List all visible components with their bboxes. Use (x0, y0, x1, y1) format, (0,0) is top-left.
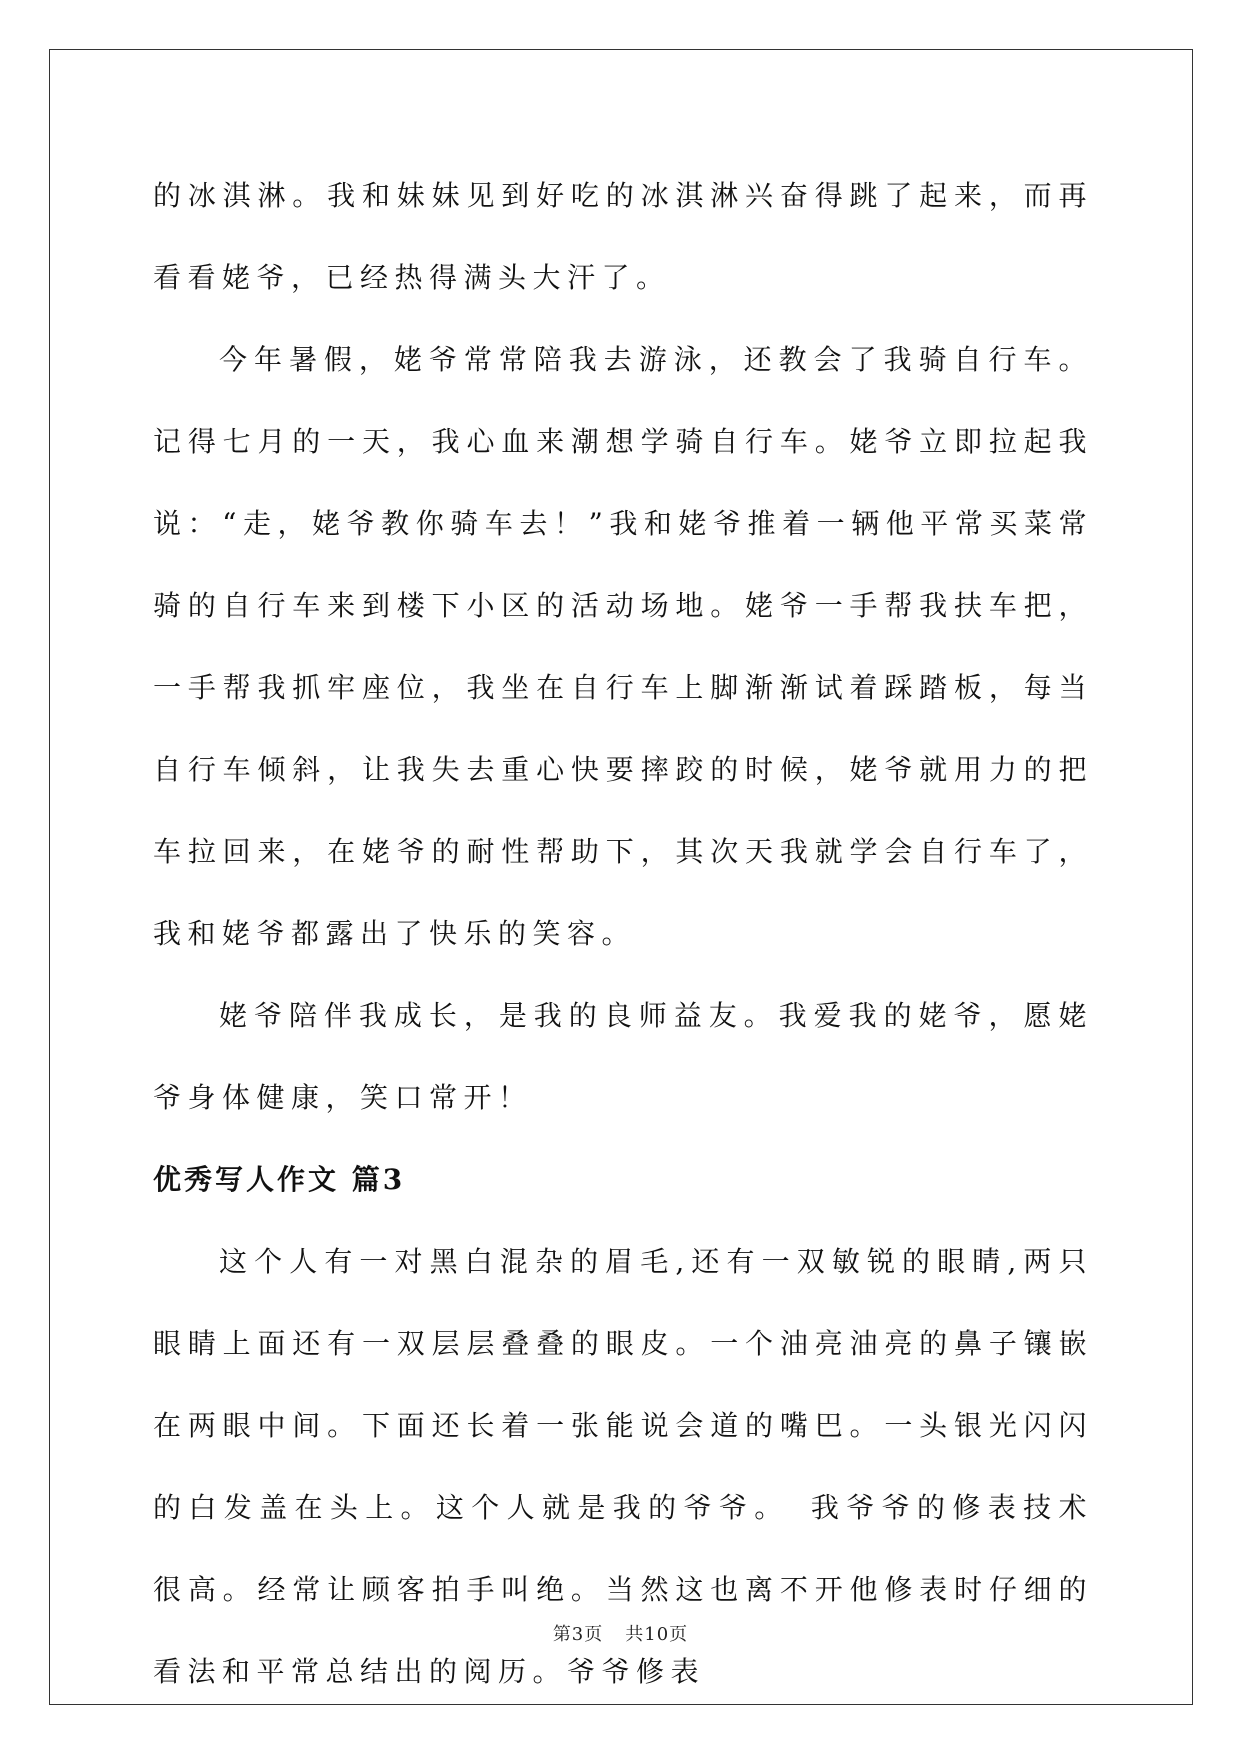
paragraph-2: 今年暑假，姥爷常常陪我去游泳，还教会了我骑自行车。记得七月的一天，我心血来潮想学骑自行车。姥爷立即拉起我说：“走，姥爷教你骑车去！”我和姥爷推着一辆他平常买菜常骑的自行车来到楼下小区的活动场地。姥爷一手帮我扶车把，一手帮我抓牢座位，我坐在自行车上脚渐渐试着踩踏板，每当自行车倾斜，让我失去重心快要摔跤的时候，姥爷就用力的把车拉回来，在姥爷的耐性帮助下，其次天我就学会自行车了，我和姥爷都露出了快乐的笑容。 (153, 343, 1093, 950)
document-body (153, 155, 1093, 1713)
page-total: 共10页 (625, 1624, 689, 1645)
page-footer (0, 1620, 1241, 1646)
paragraph-3: 姥爷陪伴我成长，是我的良师益友。我爱我的姥爷，愿姥爷身体健康，笑口常开！ (153, 999, 1093, 1114)
section-heading: 优秀写人作文 篇3 (153, 1163, 406, 1196)
paragraph-4: 这个人有一对黑白混杂的眉毛,还有一双敏锐的眼睛,两只眼睛上面还有一双层层叠叠的眼皮。一个油亮油亮的鼻子镶嵌在两眼中间。下面还长着一张能说会道的嘴巴。一头银光闪闪的白发盖在头上。这个人就是我的爷爷。 我爷爷的修表技术很高。经常让顾客拍手叫绝。当然这也离不开他修表时仔细的看法和平常总结出的阅历。爷爷修表 (153, 1245, 1093, 1688)
paragraph-1: 的冰淇淋。我和妹妹见到好吃的冰淇淋兴奋得跳了起来，而再看看姥爷，已经热得满头大汗了。 (153, 179, 1093, 294)
page-number: 第3页 (552, 1624, 604, 1645)
